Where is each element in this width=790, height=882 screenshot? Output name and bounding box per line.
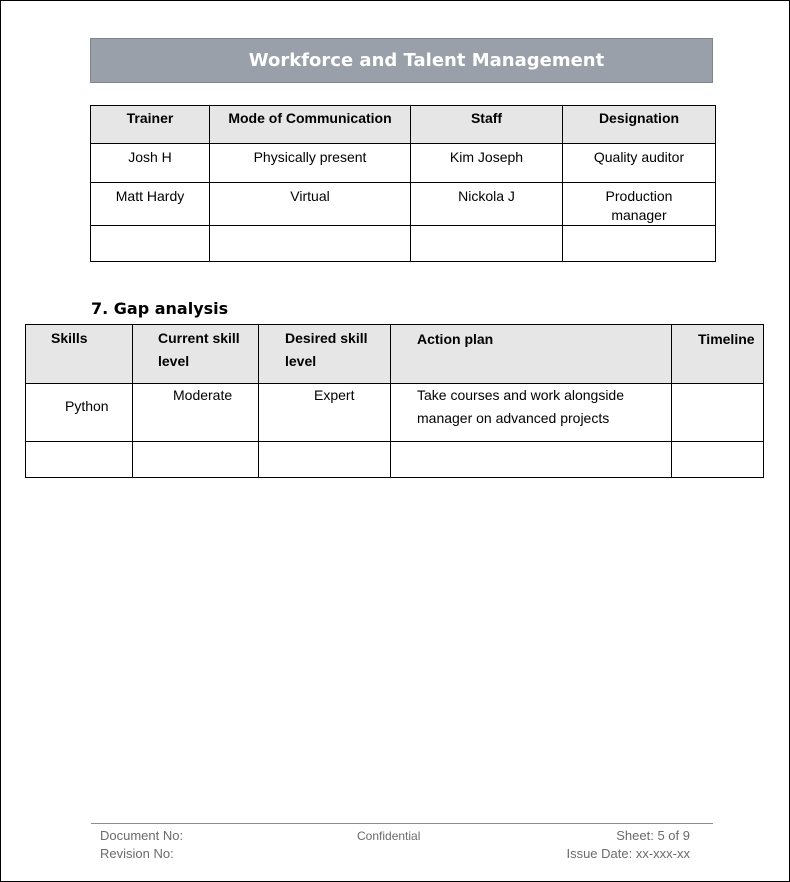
table-row — [91, 144, 716, 183]
table-cell — [563, 226, 716, 262]
table-cell: Kim Joseph — [411, 144, 563, 183]
confidential-label: Confidential — [357, 829, 421, 843]
table-cell: Physically present — [210, 144, 411, 183]
column-header-timeline: Timeline — [672, 325, 764, 384]
table-cell — [259, 442, 391, 478]
table-cell: Josh H — [91, 144, 210, 183]
table-cell: Quality auditor — [563, 144, 716, 183]
column-header-staff: Staff — [411, 106, 563, 144]
gap-analysis-table — [25, 324, 764, 478]
issue-date: Issue Date: xx-xxx-xx — [566, 846, 690, 861]
table-cell: Virtual — [210, 183, 411, 226]
table-cell: Expert — [259, 384, 391, 442]
table-cell — [672, 384, 764, 442]
table-cell — [391, 442, 672, 478]
column-header-desired-level: Desired skill level — [259, 325, 391, 384]
page-title-banner — [90, 38, 713, 83]
column-header-trainer: Trainer — [91, 106, 210, 144]
column-header-mode: Mode of Communication — [210, 106, 411, 144]
document-number-label: Document No: — [100, 828, 184, 843]
table-row — [26, 442, 764, 478]
table-row — [91, 183, 716, 226]
table-cell — [210, 226, 411, 262]
table-cell: Nickola J — [411, 183, 563, 226]
table-cell: Take courses and work alongside manager on advanced projects — [391, 384, 672, 442]
table-row — [26, 384, 764, 442]
column-header-designation: Designation — [563, 106, 716, 144]
table-header-row — [26, 325, 764, 384]
section-title: 7. Gap analysis — [91, 299, 229, 318]
table-cell — [26, 442, 133, 478]
column-header-current-level: Current skill level — [133, 325, 259, 384]
table-cell: Production manager — [563, 183, 716, 226]
table-cell — [133, 442, 259, 478]
footer-divider — [91, 823, 713, 824]
column-header-skills: Skills — [26, 325, 133, 384]
table-cell: Python — [26, 384, 133, 442]
page-title: Workforce and Talent Management — [248, 50, 605, 71]
table-header-row — [91, 106, 716, 144]
revision-number-label: Revision No: — [100, 846, 174, 861]
sheet-number: Sheet: 5 of 9 — [616, 828, 690, 843]
table-cell: Matt Hardy — [91, 183, 210, 226]
table-cell: Moderate — [133, 384, 259, 442]
training-table — [90, 105, 716, 262]
table-row — [91, 226, 716, 262]
table-cell — [411, 226, 563, 262]
table-cell — [672, 442, 764, 478]
table-cell — [91, 226, 210, 262]
column-header-action-plan: Action plan — [391, 325, 672, 384]
